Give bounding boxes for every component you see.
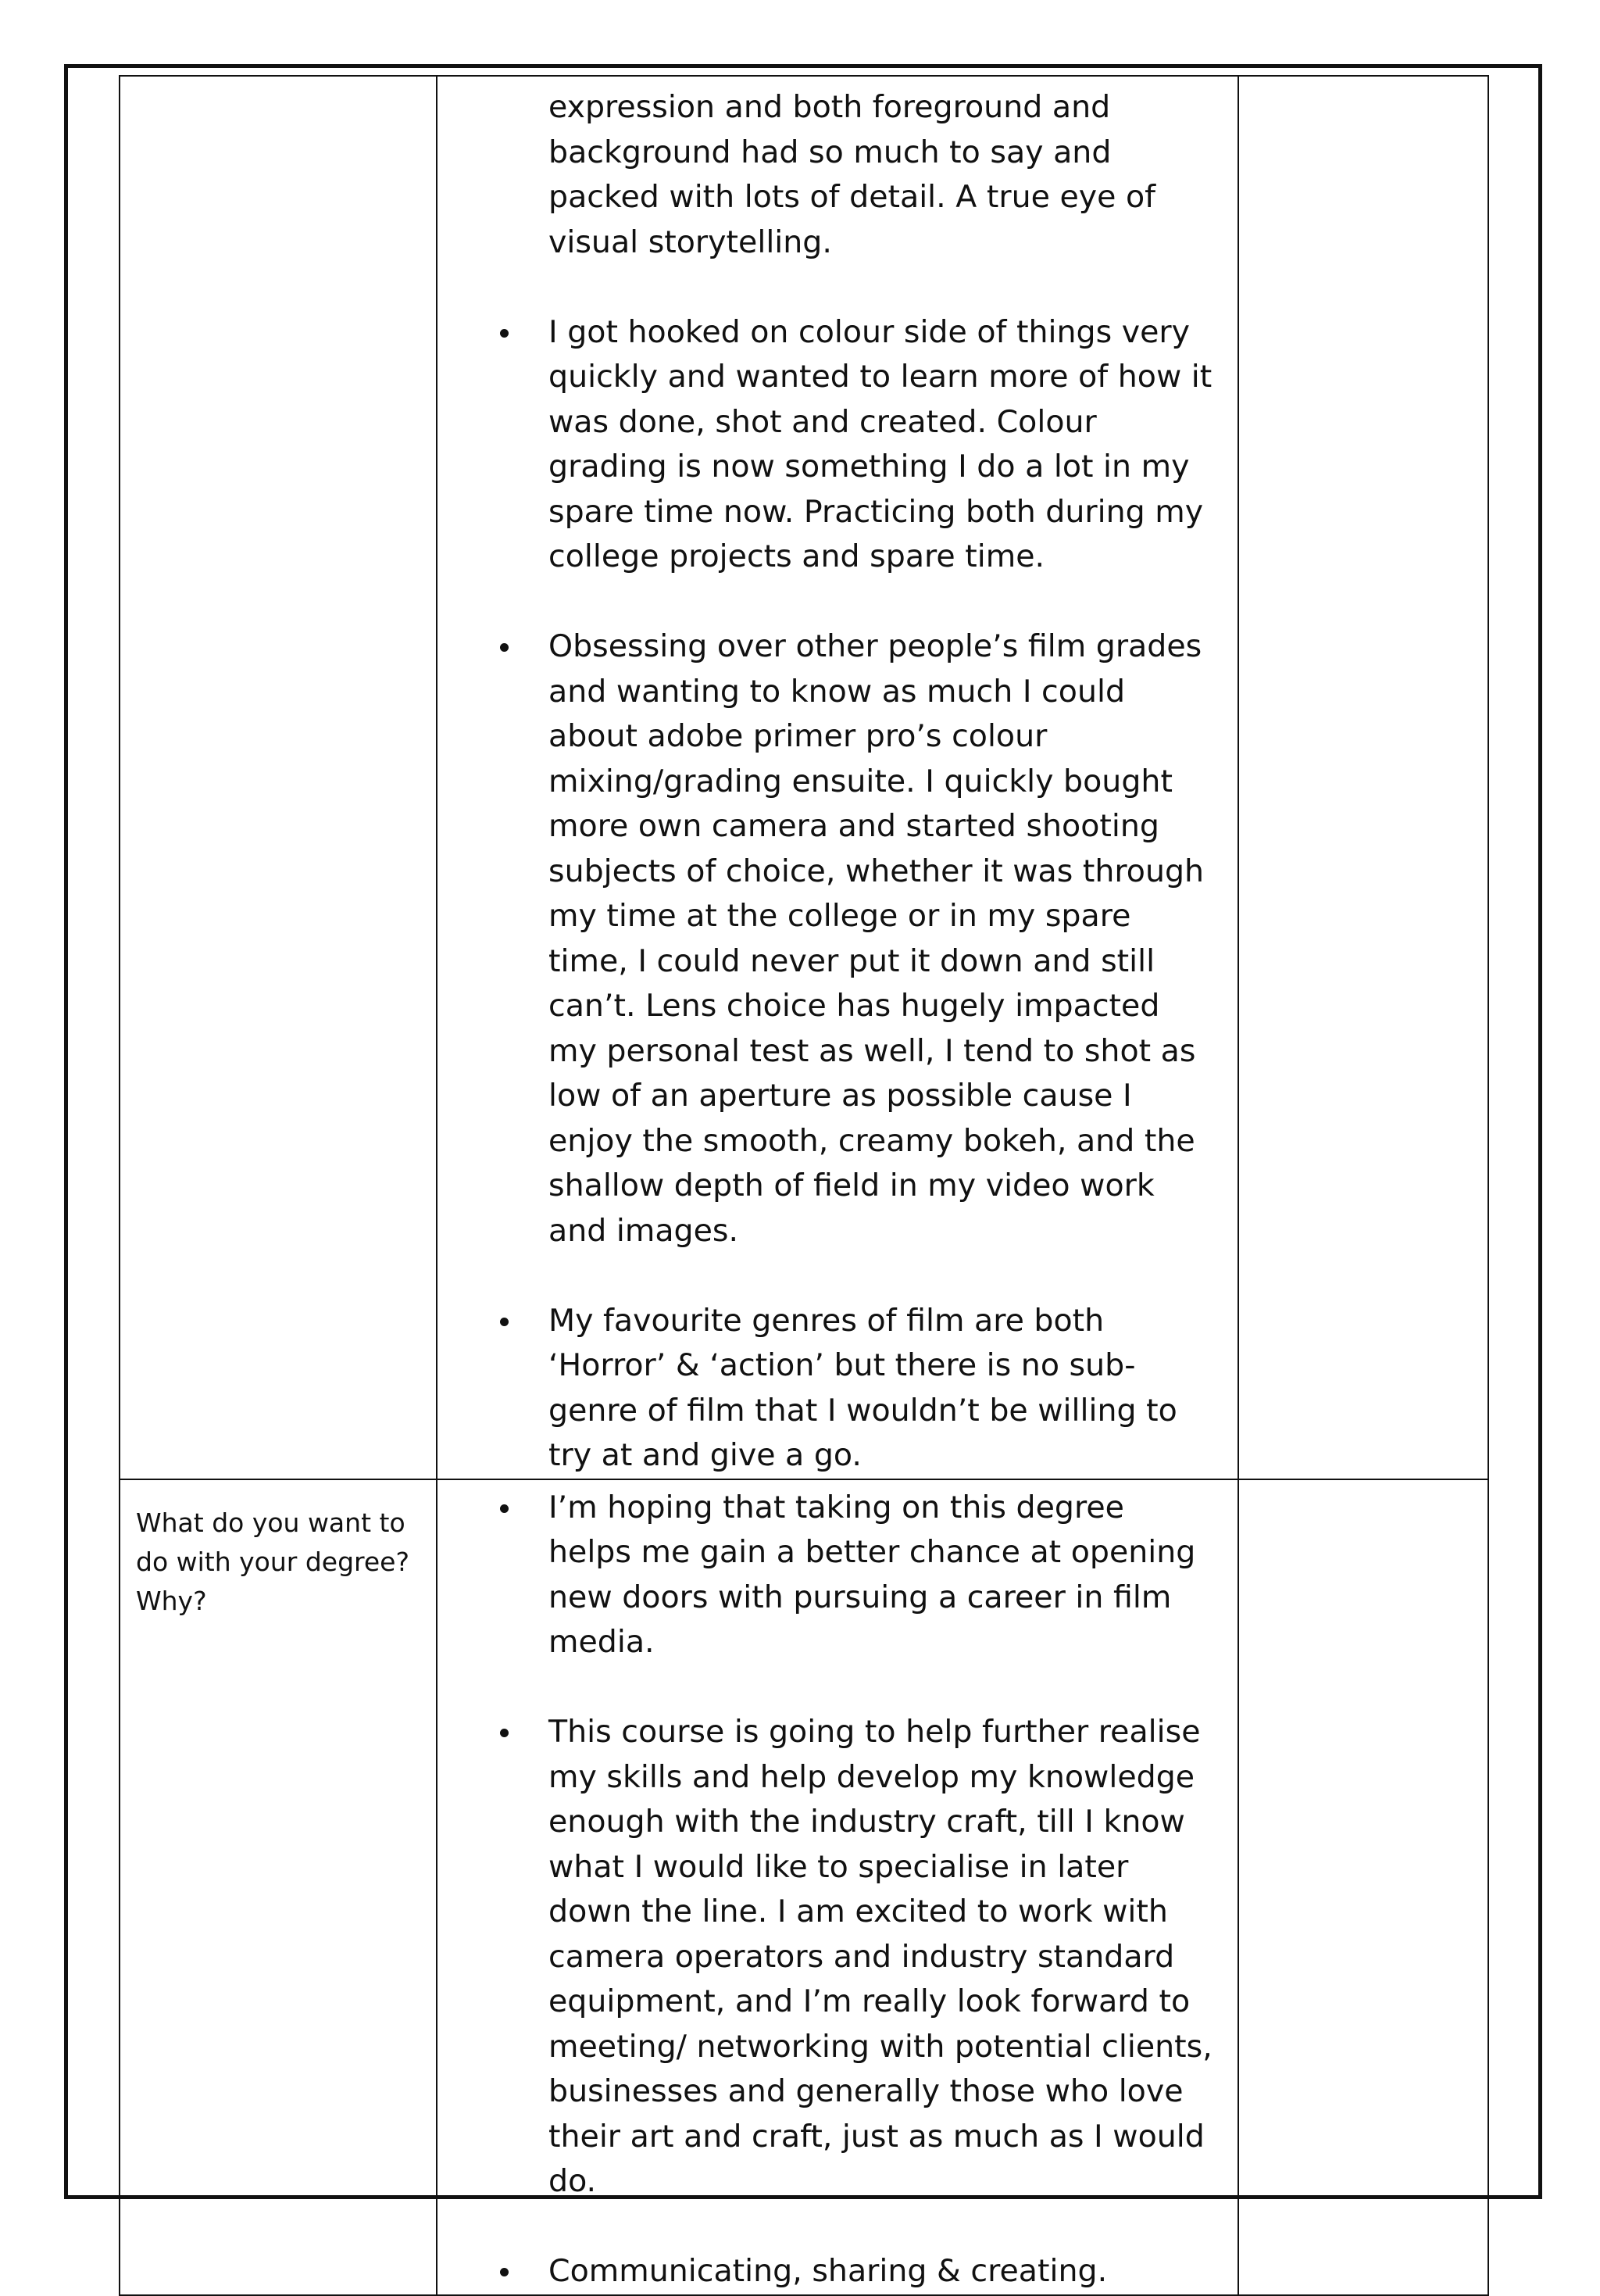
notes-cell	[1238, 76, 1488, 1479]
question-cell	[120, 1479, 437, 2295]
answer-cell	[437, 76, 1238, 1479]
list-item	[438, 1710, 1238, 2205]
answer-text: Obsessing over other people’s film grades and wanting to know as much I could about adobe primer pro’s colour mixing/grading ensuite. I quickly bought more own camera and started shooting subjects of choice, whether it was through my time at the college or in my spare time, I could never put it down and still can’t. Lens choice has hugely impacted my personal test as well, I tend to shot as low of an aperture as possible cause I enjoy the smooth, creamy bokeh, and the shallow depth of field in my video work and images.	[548, 628, 1205, 1249]
answer-cell	[437, 1479, 1238, 2295]
table-row	[120, 76, 1488, 1479]
list-item	[438, 1486, 1238, 1665]
questionnaire-table	[119, 75, 1489, 2296]
notes-cell	[1238, 1479, 1488, 2295]
bullet-icon	[500, 1504, 509, 1513]
question-text: What do you want to do with your degree? Why?	[136, 1507, 409, 1616]
bullet-icon	[500, 2268, 509, 2276]
list-item	[438, 1299, 1238, 1479]
question-text	[120, 77, 436, 100]
list-item	[438, 624, 1238, 1254]
answer-list	[438, 1486, 1238, 2294]
bullet-icon	[500, 643, 509, 652]
table-row	[120, 1479, 1488, 2295]
answer-text: I got hooked on colour side of things very quickly and wanted to learn more of how it was done, shot and created. Colour grading is now something I do a lot in my spare time now. Practicing both during my college projects and spare time.	[548, 313, 1212, 574]
bullet-icon	[500, 1318, 509, 1326]
list-item	[438, 2249, 1238, 2294]
bullet-icon	[500, 1729, 509, 1737]
question-cell	[120, 76, 437, 1479]
answer-text: Communicating, sharing & creating.	[548, 2253, 1108, 2289]
bullet-icon	[500, 329, 509, 338]
answer-text: My favourite genres of film are both ‘Horror’ & ‘action’ but there is no sub-genre of film that I wouldn’t be willing to try at and give a go.	[548, 1302, 1177, 1473]
list-item	[438, 85, 1238, 265]
answer-text: This course is going to help further realise my skills and help develop my knowledge enough with the industry craft, till I know what I would like to specialise in later down the line. I am excited to work with camera operators and industry standard equipment, and I’m really look forward to meeting/ networking with potential clients, businesses and generally those who love their art and craft, just as much as I would do.	[548, 1714, 1212, 2199]
answer-text: I’m hoping that taking on this degree helps me gain a better chance at opening new doors with pursuing a career in film media.	[548, 1489, 1196, 1660]
list-item	[438, 310, 1238, 580]
answer-list	[438, 85, 1238, 1479]
answer-text: expression and both foreground and background had so much to say and packed with lots of detail. A true eye of visual storytelling.	[548, 89, 1156, 260]
